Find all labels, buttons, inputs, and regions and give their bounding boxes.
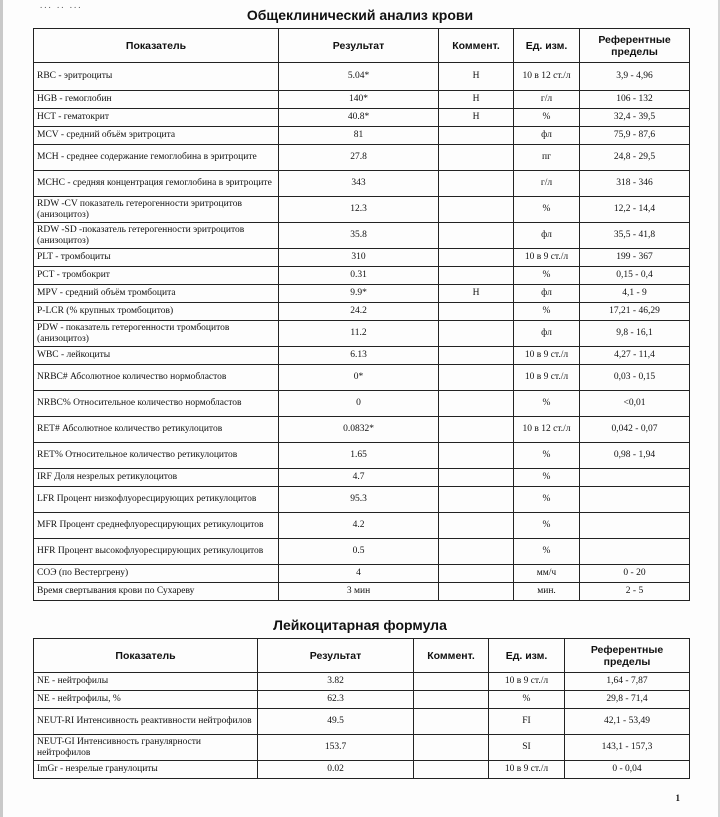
header-unit: Ед. изм. xyxy=(514,29,580,63)
row-comment xyxy=(439,145,514,171)
row-result-value: 35.8 xyxy=(279,223,439,249)
row-reference-range: 0,15 - 0,4 xyxy=(580,267,690,285)
table-row xyxy=(34,691,690,709)
blood-analysis-rows xyxy=(34,63,690,601)
row-result-value: 40.8* xyxy=(279,109,439,127)
table-row xyxy=(34,285,690,303)
row-indicator-name: HFR Процент высокофлуоресцирующих ретикулоцитов xyxy=(34,539,279,565)
row-indicator-name: MFR Процент среднефлуоресцирующих ретикулоцитов xyxy=(34,513,279,539)
row-unit: % xyxy=(514,487,580,513)
row-indicator-name: NRBC# Абсолютное количество нормобластов xyxy=(34,365,279,391)
row-comment xyxy=(439,565,514,583)
row-result-value: 3 мин xyxy=(279,583,439,601)
row-indicator-name: СОЭ (по Вестергрену) xyxy=(34,565,279,583)
header-reference xyxy=(580,29,690,63)
row-comment xyxy=(439,417,514,443)
row-unit: г/л xyxy=(514,91,580,109)
row-unit: % xyxy=(514,391,580,417)
row-reference-range: 0,98 - 1,94 xyxy=(580,443,690,469)
row-indicator-name: MCH - среднее содержание гемоглобина в эритроците xyxy=(34,145,279,171)
row-comment xyxy=(439,197,514,223)
row-result-value: 0.0832* xyxy=(279,417,439,443)
row-indicator-name: RET% Относительное количество ретикулоцитов xyxy=(34,443,279,469)
row-indicator-name: NRBC% Относительное количество нормобластов xyxy=(34,391,279,417)
table-row xyxy=(34,673,690,691)
header-unit: Ед. изм. xyxy=(489,639,565,673)
row-result-value: 12.3 xyxy=(279,197,439,223)
row-indicator-name: MCHC - средняя концентрация гемоглобина в эритроците xyxy=(34,171,279,197)
row-unit: % xyxy=(514,513,580,539)
table-row xyxy=(34,443,690,469)
row-result-value: 310 xyxy=(279,249,439,267)
row-indicator-name: NE - нейтрофилы, % xyxy=(34,691,258,709)
row-reference-range: 0,03 - 0,15 xyxy=(580,365,690,391)
row-indicator-name: IRF Доля незрелых ретикулоцитов xyxy=(34,469,279,487)
table-row xyxy=(34,565,690,583)
row-comment: Н xyxy=(439,285,514,303)
row-result-value: 153.7 xyxy=(258,735,414,761)
row-comment: Н xyxy=(439,91,514,109)
row-comment xyxy=(439,513,514,539)
table-header-row xyxy=(34,29,690,63)
header-reference-line1: Референтные xyxy=(598,33,671,46)
row-result-value: 24.2 xyxy=(279,303,439,321)
row-unit: 10 в 9 ст./л xyxy=(489,673,565,691)
table-row xyxy=(34,223,690,249)
row-reference-range: 35,5 - 41,8 xyxy=(580,223,690,249)
row-comment xyxy=(439,171,514,197)
header-indicator: Показатель xyxy=(34,639,258,673)
row-indicator-name: HGB - гемоглобин xyxy=(34,91,279,109)
header-result: Результат xyxy=(258,639,414,673)
row-result-value: 6.13 xyxy=(279,347,439,365)
table-row xyxy=(34,417,690,443)
table-row xyxy=(34,469,690,487)
row-comment xyxy=(439,487,514,513)
blood-analysis-table xyxy=(33,28,690,601)
row-indicator-name: MPV - средний объём тромбоцита xyxy=(34,285,279,303)
section-title-leukocyte-formula: Лейкоцитарная формула xyxy=(273,617,447,633)
row-unit: 10 в 12 ст./л xyxy=(514,417,580,443)
table-row xyxy=(34,127,690,145)
header-reference xyxy=(565,639,690,673)
row-indicator-name: RDW -SD -показатель гетерогенности эритроцитов (анизоцитоз) xyxy=(34,223,279,249)
row-reference-range: 9,8 - 16,1 xyxy=(580,321,690,347)
row-result-value: 49.5 xyxy=(258,709,414,735)
header-comment: Коммент. xyxy=(439,29,514,63)
row-unit: % xyxy=(489,691,565,709)
row-unit: % xyxy=(514,469,580,487)
row-reference-range: 4,27 - 11,4 xyxy=(580,347,690,365)
row-comment xyxy=(439,303,514,321)
table-row xyxy=(34,347,690,365)
row-result-value: 0* xyxy=(279,365,439,391)
row-indicator-name: HCT - гематокрит xyxy=(34,109,279,127)
row-indicator-name: WBC - лейкоциты xyxy=(34,347,279,365)
row-comment xyxy=(439,443,514,469)
row-comment xyxy=(439,223,514,249)
table-row xyxy=(34,321,690,347)
row-comment xyxy=(414,761,489,779)
row-reference-range xyxy=(580,469,690,487)
row-unit: % xyxy=(514,443,580,469)
row-unit: % xyxy=(514,197,580,223)
row-unit: фл xyxy=(514,285,580,303)
row-reference-range: 4,1 - 9 xyxy=(580,285,690,303)
row-unit: мин. xyxy=(514,583,580,601)
row-result-value: 3.82 xyxy=(258,673,414,691)
row-unit: % xyxy=(514,267,580,285)
table-row xyxy=(34,303,690,321)
table-row xyxy=(34,267,690,285)
row-unit: 10 в 9 ст./л xyxy=(514,347,580,365)
row-comment xyxy=(439,583,514,601)
table-row xyxy=(34,197,690,223)
row-unit: фл xyxy=(514,127,580,145)
row-comment xyxy=(439,127,514,145)
leukocyte-formula-rows xyxy=(34,673,690,779)
row-result-value: 140* xyxy=(279,91,439,109)
row-unit: 10 в 9 ст./л xyxy=(514,249,580,267)
row-indicator-name: PDW - показатель гетерогенности тромбоцитов (анизоцитоз) xyxy=(34,321,279,347)
row-result-value: 4.7 xyxy=(279,469,439,487)
row-result-value: 0.31 xyxy=(279,267,439,285)
row-unit: % xyxy=(514,539,580,565)
row-reference-range: 0 - 20 xyxy=(580,565,690,583)
table-row xyxy=(34,513,690,539)
row-comment xyxy=(439,391,514,417)
table-row xyxy=(34,709,690,735)
row-result-value: 9.9* xyxy=(279,285,439,303)
row-result-value: 81 xyxy=(279,127,439,145)
row-unit: 10 в 9 ст./л xyxy=(514,365,580,391)
row-reference-range: 29,8 - 71,4 xyxy=(565,691,690,709)
table-row xyxy=(34,249,690,267)
header-reference-line2: пределы xyxy=(603,655,651,668)
row-reference-range xyxy=(580,487,690,513)
row-indicator-name: PCT - тромбокрит xyxy=(34,267,279,285)
row-reference-range: 0 - 0,04 xyxy=(565,761,690,779)
table-row xyxy=(34,391,690,417)
row-unit: 10 в 12 ст./л xyxy=(514,63,580,91)
row-reference-range: 42,1 - 53,49 xyxy=(565,709,690,735)
row-comment xyxy=(439,267,514,285)
row-indicator-name: LFR Процент низкофлуоресцирующих ретикулоцитов xyxy=(34,487,279,513)
row-indicator-name: NE - нейтрофилы xyxy=(34,673,258,691)
row-unit: % xyxy=(514,109,580,127)
table-row xyxy=(34,63,690,91)
page-edge xyxy=(0,0,3,817)
table-row xyxy=(34,735,690,761)
row-result-value: 0.5 xyxy=(279,539,439,565)
row-result-value: 11.2 xyxy=(279,321,439,347)
row-result-value: 5.04* xyxy=(279,63,439,91)
table-row xyxy=(34,583,690,601)
row-indicator-name: MCV - средний объём эритроцита xyxy=(34,127,279,145)
header-reference-line1: Референтные xyxy=(590,643,664,656)
row-comment xyxy=(414,709,489,735)
row-reference-range: 3,9 - 4,96 xyxy=(580,63,690,91)
table-row xyxy=(34,761,690,779)
row-unit: пг xyxy=(514,145,580,171)
header-result: Результат xyxy=(279,29,439,63)
row-comment xyxy=(439,249,514,267)
table-row xyxy=(34,171,690,197)
row-unit: фл xyxy=(514,321,580,347)
row-reference-range: 12,2 - 14,4 xyxy=(580,197,690,223)
table-header-row xyxy=(34,639,690,673)
table-row xyxy=(34,539,690,565)
row-indicator-name: RBC - эритроциты xyxy=(34,63,279,91)
row-result-value: 27.8 xyxy=(279,145,439,171)
table-row xyxy=(34,365,690,391)
row-comment xyxy=(414,691,489,709)
row-comment xyxy=(414,735,489,761)
row-comment xyxy=(439,539,514,565)
row-result-value: 1.65 xyxy=(279,443,439,469)
row-result-value: 0.02 xyxy=(258,761,414,779)
row-reference-range: 75,9 - 87,6 xyxy=(580,127,690,145)
section-title-blood-analysis: Общеклинический анализ крови xyxy=(246,7,474,23)
row-unit: мм/ч xyxy=(514,565,580,583)
row-indicator-name: Время свертывания крови по Сухареву xyxy=(34,583,279,601)
row-unit: SI xyxy=(489,735,565,761)
row-reference-range: 143,1 - 157,3 xyxy=(565,735,690,761)
row-indicator-name: PLT - тромбоциты xyxy=(34,249,279,267)
leukocyte-formula-table xyxy=(33,638,690,779)
header-reference-line2: пределы xyxy=(611,45,658,58)
row-comment: Н xyxy=(439,109,514,127)
row-comment xyxy=(439,321,514,347)
row-result-value: 95.3 xyxy=(279,487,439,513)
row-reference-range: 2 - 5 xyxy=(580,583,690,601)
row-reference-range xyxy=(580,539,690,565)
row-reference-range: 1,64 - 7,87 xyxy=(565,673,690,691)
page-number: 1 xyxy=(675,793,680,803)
row-comment xyxy=(439,365,514,391)
table-row xyxy=(34,145,690,171)
table-row xyxy=(34,109,690,127)
row-result-value: 62.3 xyxy=(258,691,414,709)
row-indicator-name: P-LCR (% крупных тромбоцитов) xyxy=(34,303,279,321)
header-comment: Коммент. xyxy=(414,639,489,673)
row-indicator-name: NEUT-GI Интенсивность гранулярности нейтрофилов xyxy=(34,735,258,761)
row-comment: Н xyxy=(439,63,514,91)
row-reference-range: 32,4 - 39,5 xyxy=(580,109,690,127)
row-reference-range xyxy=(580,513,690,539)
row-indicator-name: ImGr - незрелые гранулоциты xyxy=(34,761,258,779)
row-reference-range: 17,21 - 46,29 xyxy=(580,303,690,321)
row-unit: фл xyxy=(514,223,580,249)
row-result-value: 4.2 xyxy=(279,513,439,539)
row-unit: г/л xyxy=(514,171,580,197)
row-indicator-name: NEUT-RI Интенсивность реактивности нейтрофилов xyxy=(34,709,258,735)
row-comment xyxy=(439,347,514,365)
row-indicator-name: RET# Абсолютное количество ретикулоцитов xyxy=(34,417,279,443)
row-unit: 10 в 9 ст./л xyxy=(489,761,565,779)
row-reference-range: 106 - 132 xyxy=(580,91,690,109)
row-reference-range: 318 - 346 xyxy=(580,171,690,197)
row-reference-range: 199 - 367 xyxy=(580,249,690,267)
header-indicator: Показатель xyxy=(34,29,279,63)
row-indicator-name: RDW -CV показатель гетерогенности эритроцитов (анизоцитоз) xyxy=(34,197,279,223)
row-comment xyxy=(414,673,489,691)
row-reference-range: 0,042 - 0,07 xyxy=(580,417,690,443)
row-result-value: 4 xyxy=(279,565,439,583)
row-unit: % xyxy=(514,303,580,321)
table-row xyxy=(34,487,690,513)
row-comment xyxy=(439,469,514,487)
row-result-value: 0 xyxy=(279,391,439,417)
cropped-header-text: ... .. ... xyxy=(40,0,83,10)
row-reference-range: 24,8 - 29,5 xyxy=(580,145,690,171)
table-row xyxy=(34,91,690,109)
row-result-value: 343 xyxy=(279,171,439,197)
row-reference-range: <0,01 xyxy=(580,391,690,417)
row-unit: FI xyxy=(489,709,565,735)
